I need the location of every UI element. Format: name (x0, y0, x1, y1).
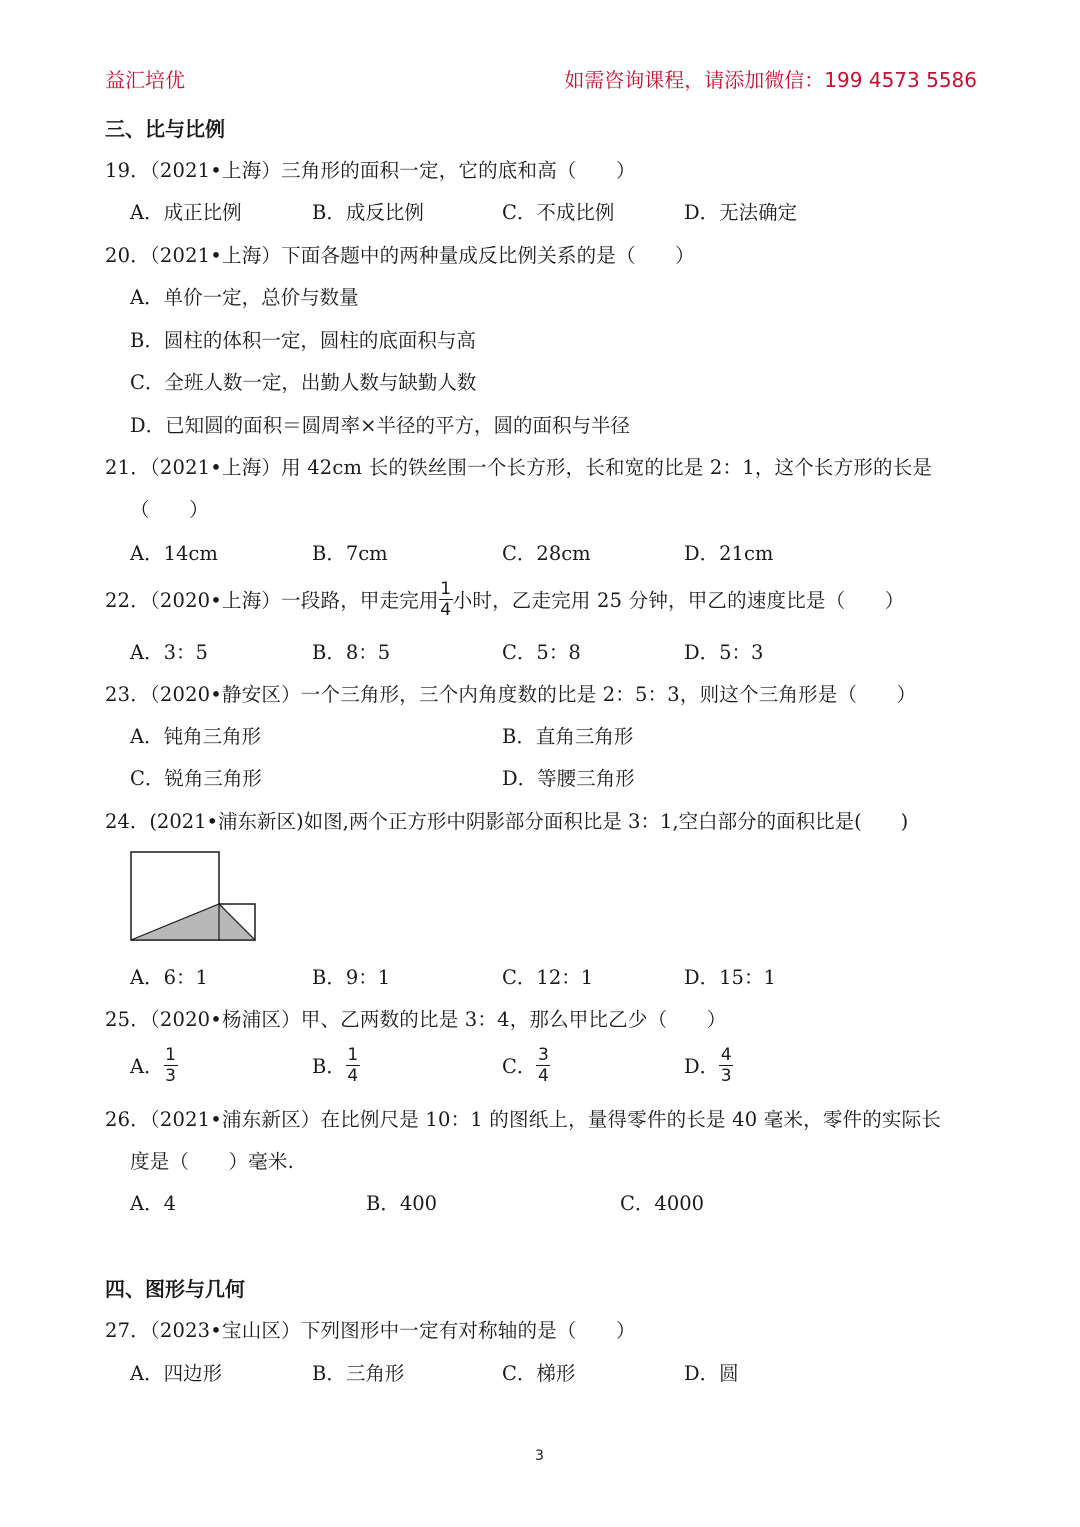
question-21-stem: 21．（2021•上海）用 42cm 长的铁丝围一个长方形，长和宽的比是 2：1，这个长方形的长是 (105, 456, 933, 479)
q25-a-den: 3 (165, 1065, 176, 1086)
q22-stem-post: 小时，乙走完用 25 分钟，甲乙的速度比是（ ） (452, 589, 905, 612)
question-21-paren: （ ） (130, 498, 209, 521)
header-left: 益汇培优 (105, 68, 185, 92)
q25-d-label: D． (684, 1055, 720, 1078)
q25-d-fraction (719, 1046, 733, 1085)
q27-option-c: C．梯形 (502, 1362, 576, 1385)
q25-option-c (502, 1042, 550, 1088)
section-title: 四、图形与几何 (105, 1277, 245, 1301)
q25-d-num: 4 (720, 1044, 732, 1065)
q22-frac-den: 4 (440, 599, 452, 620)
q21-option-d: D．21cm (684, 542, 774, 565)
q20-option-c: C．全班人数一定，出勤人数与缺勤人数 (130, 371, 477, 394)
q23-option-b: B．直角三角形 (502, 725, 634, 748)
q19-option-b: B．成反比例 (312, 201, 424, 224)
q25-b-num: 1 (347, 1044, 359, 1065)
q20-option-a: A．单价一定，总价与数量 (130, 286, 359, 309)
q21-option-a: A．14cm (130, 542, 218, 565)
q22-option-d: D．5：3 (684, 641, 764, 664)
q23-option-d: D．等腰三角形 (502, 767, 635, 790)
q25-c-num: 3 (538, 1044, 549, 1065)
q21-option-b: B．7cm (312, 542, 388, 565)
q25-a-num: 1 (165, 1044, 176, 1065)
section-title: 三、比与比例 (105, 117, 225, 141)
q24-option-b: B．9：1 (312, 966, 391, 989)
q19-option-c: C．不成比例 (502, 201, 615, 224)
q23-option-c: C．锐角三角形 (130, 767, 262, 790)
q21-option-c: C．28cm (502, 542, 591, 565)
q25-option-d (684, 1042, 733, 1088)
question-22-stem (105, 576, 904, 622)
question-27-stem: 27．（2023•宝山区）下列图形中一定有对称轴的是（ ） (105, 1319, 636, 1342)
q27-option-d: D．圆 (684, 1362, 739, 1385)
q25-c-den: 4 (538, 1065, 549, 1086)
q27-option-b: B．三角形 (312, 1362, 405, 1385)
q24-option-c: C．12：1 (502, 966, 594, 989)
q26-option-c: C．4000 (620, 1192, 705, 1215)
q26-option-a: A．4 (130, 1192, 176, 1215)
q22-option-b: B．8：5 (312, 641, 391, 664)
q24-option-a: A．6：1 (130, 966, 208, 989)
q25-d-den: 3 (720, 1065, 732, 1086)
q25-a-fraction (164, 1046, 178, 1085)
q25-b-label: B． (312, 1055, 346, 1078)
q24-option-d: D．15：1 (684, 966, 776, 989)
page-number: 3 (535, 1448, 544, 1464)
q22-option-c: C．5：8 (502, 641, 581, 664)
q23-option-a: A．钝角三角形 (130, 725, 262, 748)
question-19-stem: 19．（2021•上海）三角形的面积一定，它的底和高（ ） (105, 159, 636, 182)
q19-option-d: D．无法确定 (684, 201, 798, 224)
q20-option-d: D．已知圆的面积＝圆周率×半径的平方，圆的面积与半径 (130, 414, 630, 437)
header-right: 如需咨询课程，请添加微信：199 4573 5586 (564, 68, 977, 92)
question-26-stem-cont: 度是（ ）毫米. (130, 1150, 294, 1173)
q22-frac-num: 1 (440, 578, 452, 599)
question-20-stem: 20．（2021•上海）下面各题中的两种量成反比例关系的是（ ） (105, 244, 695, 267)
q19-option-a: A．成正比例 (130, 201, 242, 224)
question-25-stem: 25．（2020•杨浦区）甲、乙两数的比是 3：4，那么甲比乙少（ ） (105, 1008, 727, 1031)
q25-a-label: A． (130, 1055, 164, 1078)
q25-c-fraction (536, 1046, 550, 1085)
two-squares-figure (128, 850, 258, 942)
question-23-stem: 23．（2020•静安区）一个三角形，三个内角度数的比是 2：5：3，则这个三角形是（ ） (105, 683, 917, 706)
q20-option-b: B．圆柱的体积一定，圆柱的底面积与高 (130, 329, 476, 352)
q22-fraction (439, 580, 453, 619)
q22-stem-pre: 22．（2020•上海）一段路，甲走完用 (105, 589, 439, 612)
q25-c-label: C． (502, 1055, 537, 1078)
question-24-stem: 24．(2021•浦东新区)如图,两个正方形中阴影部分面积比是 3：1,空白部分的面积比是( ) (105, 810, 909, 833)
q27-option-a: A．四边形 (130, 1362, 223, 1385)
q26-option-b: B．400 (366, 1192, 438, 1215)
q25-b-fraction (346, 1046, 360, 1085)
q22-option-a: A．3：5 (130, 641, 208, 664)
question-26-stem: 26．（2021•浦东新区）在比例尺是 10：1 的图纸上，量得零件的长是 40 毫米，零件的实际长 (105, 1108, 942, 1131)
q25-option-b (312, 1042, 360, 1088)
q25-b-den: 4 (347, 1065, 359, 1086)
q25-option-a (130, 1042, 178, 1088)
